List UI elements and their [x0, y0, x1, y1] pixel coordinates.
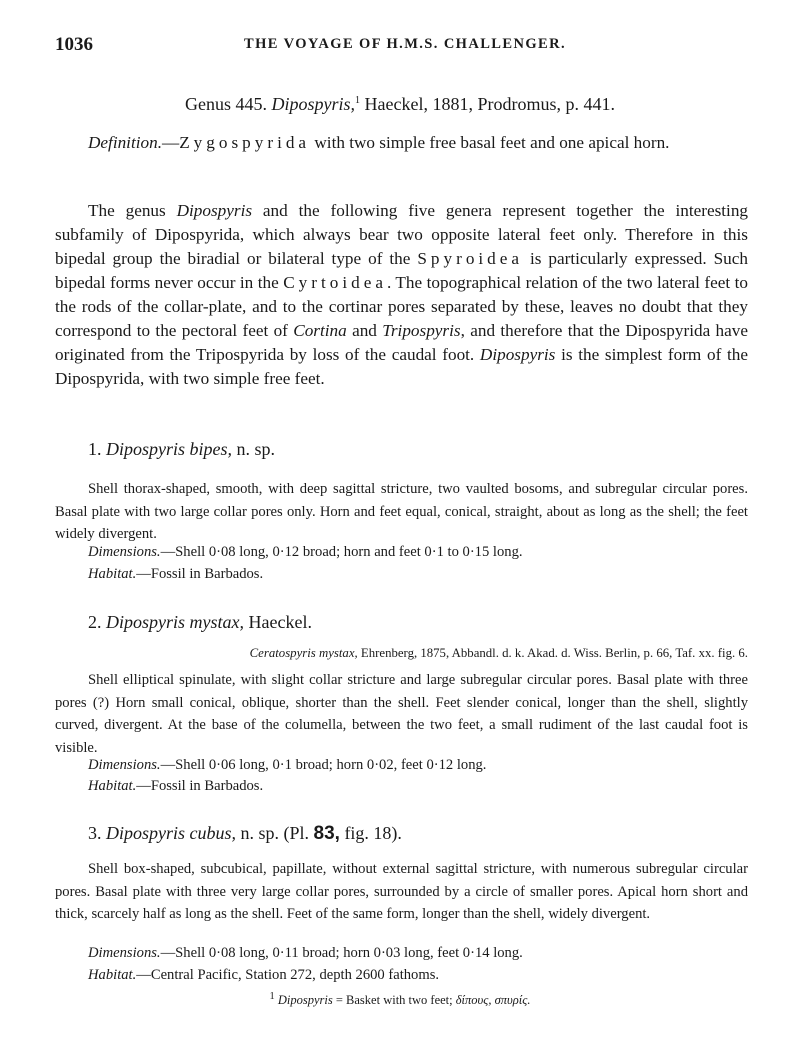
- footnote-reference[interactable]: 1: [355, 95, 361, 106]
- intro-text: and: [346, 321, 383, 340]
- genus-ref: Dipospyris: [479, 345, 556, 364]
- group-ref: Cyrtoidea: [283, 273, 387, 292]
- synonym-name: Ceratospyris mystax,: [249, 646, 358, 660]
- species-dimensions: [88, 757, 486, 774]
- definition-group: Zygospyrida: [179, 133, 311, 152]
- species-dimensions: [88, 945, 523, 962]
- species-description: Shell thorax-shaped, smooth, with deep sagittal stricture, two vaulted bosoms, and subregular circular pores. Basal plate with two large collar pores only. Horn and feet equal, conical, straight, about as long as the shell; the feet widely divergent.: [55, 481, 748, 542]
- species-number: 3.: [88, 823, 102, 843]
- habitat-label: Habitat.: [88, 778, 137, 794]
- group-ref: Spyroidea: [417, 249, 524, 268]
- species-name: Dipospyris mystax,: [106, 612, 244, 632]
- habitat-label: Habitat.: [88, 566, 137, 582]
- running-title: THE VOYAGE OF H.M.S. CHALLENGER.: [244, 36, 566, 52]
- dimensions-label: Dimensions.: [88, 757, 161, 773]
- definition-text: with two simple free basal feet and one apical horn.: [314, 133, 670, 152]
- page-number: 1036: [55, 34, 93, 55]
- plate-number: 83,: [313, 823, 340, 844]
- footnote-greek: δίπους, σπυρίς.: [455, 993, 531, 1008]
- definition-paragraph: [55, 131, 748, 155]
- genus-ref: Cortina: [293, 321, 347, 340]
- species-dimensions: [88, 544, 523, 561]
- intro-text: , and therefore that the Dipospyrida have originated from the Tripospyrida by loss of the caudal foot.: [55, 321, 748, 364]
- species-habitat: [88, 566, 263, 583]
- habitat-value: —Central Pacific, Station 272, depth 2600 fathoms.: [136, 967, 440, 983]
- species-description: Shell elliptical spinulate, with slight collar stricture and large subregular circular pores. Basal plate with three pores (?) Horn small conical, oblique, shorter than the shell. Feet slender conical, longer than the shell, slightly curved, divergent. At the base of the columella, between the two feet, a small rudiment of the last caudal foot is visible.: [55, 672, 748, 756]
- intro-text: The genus: [88, 201, 177, 220]
- footnote-mark: 1: [269, 991, 275, 1002]
- synonym-reference: [145, 646, 748, 661]
- species-habitat: [88, 967, 439, 984]
- species-number: 1.: [88, 439, 102, 459]
- intro-text: is particularly expressed. Such bipedal forms never occur in the: [55, 249, 748, 292]
- intro-text: and the following five genera represent together the interesting subfamily of Dipospyrida, which always bear two opposite lateral feet only. Therefore in this bipedal group the biradial or bilateral type of the: [55, 201, 749, 268]
- intro-text: is the simplest form of the Dipospyrida, with two simple free feet.: [55, 345, 748, 388]
- species-author: Haeckel.: [248, 612, 312, 632]
- genus-citation: Haeckel, 1881, Prodromus, p. 441.: [364, 94, 615, 114]
- genus-heading: [0, 94, 800, 115]
- species-author: n. sp.: [236, 439, 276, 459]
- species-heading: [88, 612, 312, 633]
- genus-name: Dipospyris,: [271, 94, 356, 114]
- species-heading: [88, 439, 275, 460]
- genus-ref: Dipospyris: [176, 201, 253, 220]
- footnote-term: Dipospyris: [277, 993, 333, 1008]
- species-heading: [88, 823, 402, 845]
- footnote-text: = Basket with two feet;: [335, 993, 453, 1008]
- species-name: Dipospyris bipes,: [106, 439, 232, 459]
- dimensions-value: —Shell 0·06 long, 0·1 broad; horn 0·02, feet 0·12 long.: [160, 757, 487, 773]
- genus-ref: Tripospyris: [382, 321, 461, 340]
- species-description: Shell box-shaped, subcubical, papillate, without external sagittal stricture, with numerous subregular circular pores. Basal plate with three very large collar pores, surrounded by a circle of smaller pores. Apical horn short and thick, scarcely half as long as the shell. Feet of the same form, longer than the shell, widely divergent.: [55, 861, 748, 922]
- habitat-value: —Fossil in Barbados.: [136, 566, 264, 582]
- dimensions-label: Dimensions.: [88, 945, 161, 961]
- dimensions-value: —Shell 0·08 long, 0·12 broad; horn and feet 0·1 to 0·15 long.: [160, 544, 523, 560]
- habitat-label: Habitat.: [88, 967, 137, 983]
- genus-prefix: Genus 445.: [185, 94, 267, 114]
- intro-text: . The topographical relation of the two lateral feet to the rods of the collar-plate, and to the cortinar pores separated by these, leaves no doubt that they correspond to the pectoral feet of: [55, 273, 748, 340]
- species-name: Dipospyris cubus,: [106, 823, 236, 843]
- species-habitat: [88, 778, 263, 795]
- dimensions-value: —Shell 0·08 long, 0·11 broad; horn 0·03 long, feet 0·14 long.: [160, 945, 523, 961]
- definition-label: Definition.: [88, 133, 162, 152]
- figure-ref: fig. 18).: [344, 823, 402, 843]
- species-author: n. sp. (Pl.: [240, 823, 310, 843]
- footnote: [0, 991, 800, 1008]
- species-number: 2.: [88, 612, 102, 632]
- synonym-citation: Ehrenberg, 1875, Abbandl. d. k. Akad. d. Wiss. Berlin, p. 66, Taf. xx. fig. 6.: [360, 646, 748, 660]
- definition-dash: —: [162, 133, 180, 152]
- dimensions-label: Dimensions.: [88, 544, 161, 560]
- intro-paragraph: [55, 199, 748, 391]
- habitat-value: —Fossil in Barbados.: [136, 778, 264, 794]
- running-head: [55, 34, 755, 58]
